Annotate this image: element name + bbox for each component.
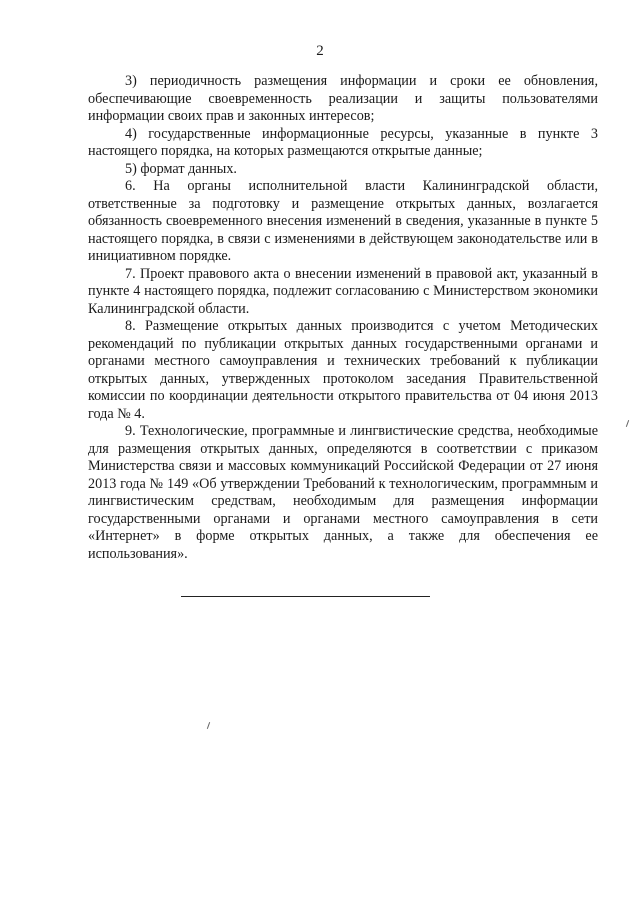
paragraph-3: 3) периодичность размещения информации и сроки ее обновления, обеспечивающие своевременность реализации и защиты пользователями информации своих прав и законных интересов; bbox=[88, 73, 598, 124]
paragraph-5: 5) формат данных. bbox=[125, 160, 237, 177]
paragraph-4: 4) государственные информационные ресурсы, указанные в пункте 3 настоящего порядка, на которых размещаются открытые данные; bbox=[88, 125, 598, 159]
paragraph-item-9: 9. Технологические, программные и лингвистические средства, необходимые для размещения открытых данных, определяются в соответствии с приказом Министерства связи и массовых коммуникаций Российской Федерации от 27 июня 2013 года № 149 «Об утверждении Требований к технологическим, программным и лингвистическим средствам, необходимым для размещения информации государственными органами и органами местного самоуправления в сети «Интернет» в форме открытых данных, а также для обеспечения ее использования». bbox=[88, 423, 598, 562]
paragraph-item-6: 6. На органы исполнительной власти Калининградской области, ответственные за подготовку и размещение открытых данных, возлагается обязанность своевременного внесения изменений в сведения, указанные в пункте 5 настоящего порядка, в связи с изменениями в действующем законодательстве или в инициативном порядке. bbox=[88, 178, 598, 264]
page-number: 2 bbox=[316, 43, 324, 59]
paragraph-item-8: 8. Размещение открытых данных производится с учетом Методических рекомендаций по публикации открытых данных государственными органами и органами местного самоуправления и технических требований к публикации открытых данных, утвержденных протоколом заседания Правительственной комиссии по координации деятельности открытого правительства от 04 июня 2013 года № 4. bbox=[88, 318, 598, 422]
end-separator-line bbox=[181, 596, 430, 597]
scan-speck bbox=[207, 722, 210, 729]
paragraph-item-7: 7. Проект правового акта о внесении изменений в правовой акт, указанный в пункте 4 настоящего порядка, подлежит согласованию с Министерством экономики Калининградской области. bbox=[88, 265, 598, 317]
scan-speck bbox=[626, 420, 629, 427]
document-body bbox=[88, 73, 598, 563]
